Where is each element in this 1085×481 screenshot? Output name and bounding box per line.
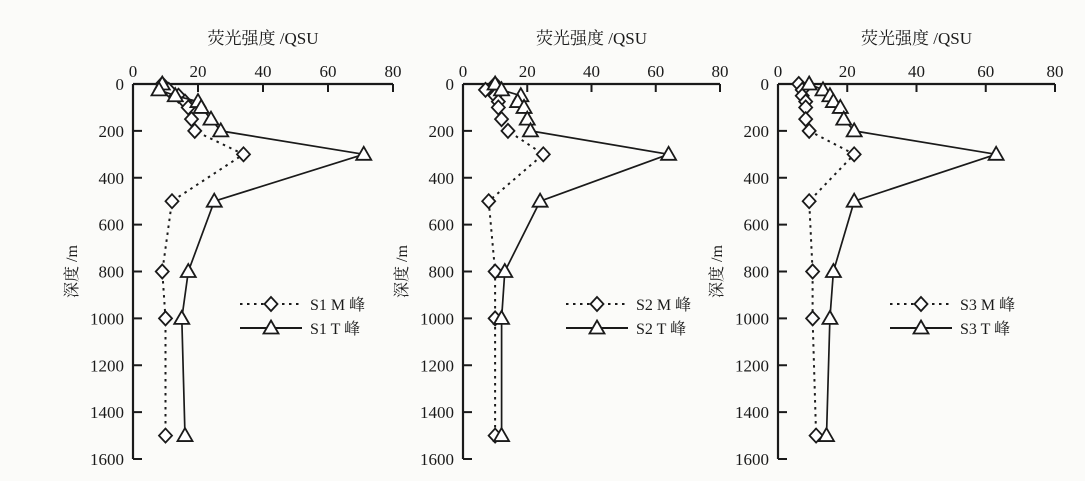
y-tick-label: 200 [98, 121, 124, 141]
legend-label: S2 M 峰 [636, 297, 692, 314]
y-tick-label: 1400 [420, 403, 454, 423]
y-tick-label: 400 [428, 168, 454, 188]
diamond-marker [159, 429, 172, 443]
y-tick-label: 200 [428, 121, 454, 141]
legend-s2 [566, 296, 691, 338]
diamond-marker [501, 124, 514, 138]
y-axis-s1 [90, 75, 142, 469]
x-tick-label: 80 [384, 62, 402, 81]
y-tick-label: 800 [428, 262, 454, 282]
y-tick-label: 1400 [735, 403, 769, 423]
series-s1-t-line [159, 84, 364, 436]
diamond-marker [237, 147, 250, 161]
y-tick-label: 1200 [735, 356, 769, 376]
x-tick-label: 60 [647, 62, 665, 81]
triangle-marker [174, 311, 189, 324]
x-tick-label: 60 [977, 62, 995, 81]
y-tick-label: 800 [98, 262, 124, 282]
y-axis-title-s1: 深度 /m [64, 245, 81, 298]
y-tick-label: 1200 [90, 356, 124, 376]
x-tick-label: 0 [458, 62, 468, 81]
x-tick-label: 20 [838, 62, 856, 81]
y-tick-label: 1600 [735, 450, 769, 469]
x-tick-label: 40 [908, 62, 925, 81]
series-s3-t [802, 77, 1004, 442]
legend-s1 [240, 296, 365, 338]
legend-label: S1 M 峰 [310, 297, 366, 314]
triangle-marker [822, 311, 837, 324]
y-axis-title-s3: 深度 /m [709, 245, 726, 298]
y-tick-label: 200 [743, 121, 769, 141]
y-tick-label: 1000 [420, 309, 454, 329]
series-s2-t-line [495, 84, 668, 436]
y-tick-label: 400 [743, 168, 769, 188]
diamond-marker [806, 311, 819, 325]
chart-title-s2: 荧光强度 /QSU [536, 29, 647, 48]
y-axis-s2 [420, 75, 472, 469]
y-tick-label: 0 [115, 75, 124, 94]
y-tick-label: 1200 [420, 356, 454, 376]
x-tick-label: 20 [189, 62, 207, 81]
legend-diamond-marker [915, 297, 928, 311]
x-tick-label: 80 [711, 62, 729, 81]
diamond-marker [806, 265, 819, 279]
legend-s3 [890, 296, 1015, 338]
y-tick-label: 1600 [420, 450, 454, 469]
chart-title-s3: 荧光强度 /QSU [861, 29, 972, 48]
series-s1-m-line [162, 84, 243, 436]
series-s1-t [152, 77, 372, 442]
chart-panel-s3 [708, 29, 1064, 469]
y-axis-title-s2: 深度 /m [394, 245, 411, 298]
legend-label: S1 T 峰 [310, 321, 361, 338]
y-tick-label: 600 [428, 215, 454, 235]
diamond-marker [166, 194, 179, 208]
y-tick-label: 1000 [735, 309, 769, 329]
y-axis-s3 [735, 75, 787, 469]
chart-panel-s2 [393, 29, 729, 469]
diamond-marker [803, 194, 816, 208]
y-tick-label: 1000 [90, 309, 124, 329]
triangle-marker [178, 428, 193, 441]
series-s3-t-line [809, 84, 996, 436]
chart-title-s1: 荧光强度 /QSU [207, 29, 319, 48]
y-tick-label: 400 [98, 168, 124, 188]
chart-panel-s1 [63, 29, 402, 469]
legend-triangle-marker [264, 321, 279, 334]
y-tick-label: 800 [743, 262, 769, 282]
y-tick-label: 0 [445, 75, 454, 94]
series-s1-m [156, 77, 250, 443]
x-tick-label: 60 [319, 62, 337, 81]
diamond-marker [156, 265, 169, 279]
x-tick-label: 20 [518, 62, 536, 81]
x-tick-label: 40 [254, 62, 272, 81]
x-tick-label: 0 [128, 62, 138, 81]
triangle-marker [826, 264, 841, 277]
x-tick-label: 80 [1046, 62, 1064, 81]
y-tick-label: 0 [760, 75, 769, 94]
legend-label: S3 M 峰 [960, 297, 1016, 314]
legend-label: S2 T 峰 [636, 321, 687, 338]
y-tick-label: 1600 [90, 450, 124, 469]
triangle-marker [181, 264, 196, 277]
x-tick-label: 40 [583, 62, 600, 81]
diamond-marker [537, 147, 550, 161]
diamond-marker [159, 311, 172, 325]
x-tick-label: 0 [773, 62, 783, 81]
legend-label: S3 T 峰 [960, 321, 1011, 338]
legend-diamond-marker [265, 297, 278, 311]
legend-diamond-marker [591, 297, 604, 311]
y-tick-label: 600 [98, 215, 124, 235]
y-tick-label: 600 [743, 215, 769, 235]
legend-triangle-marker [590, 321, 605, 334]
y-tick-label: 1400 [90, 403, 124, 423]
legend-triangle-marker [914, 321, 929, 334]
series-s2-t [488, 77, 676, 442]
